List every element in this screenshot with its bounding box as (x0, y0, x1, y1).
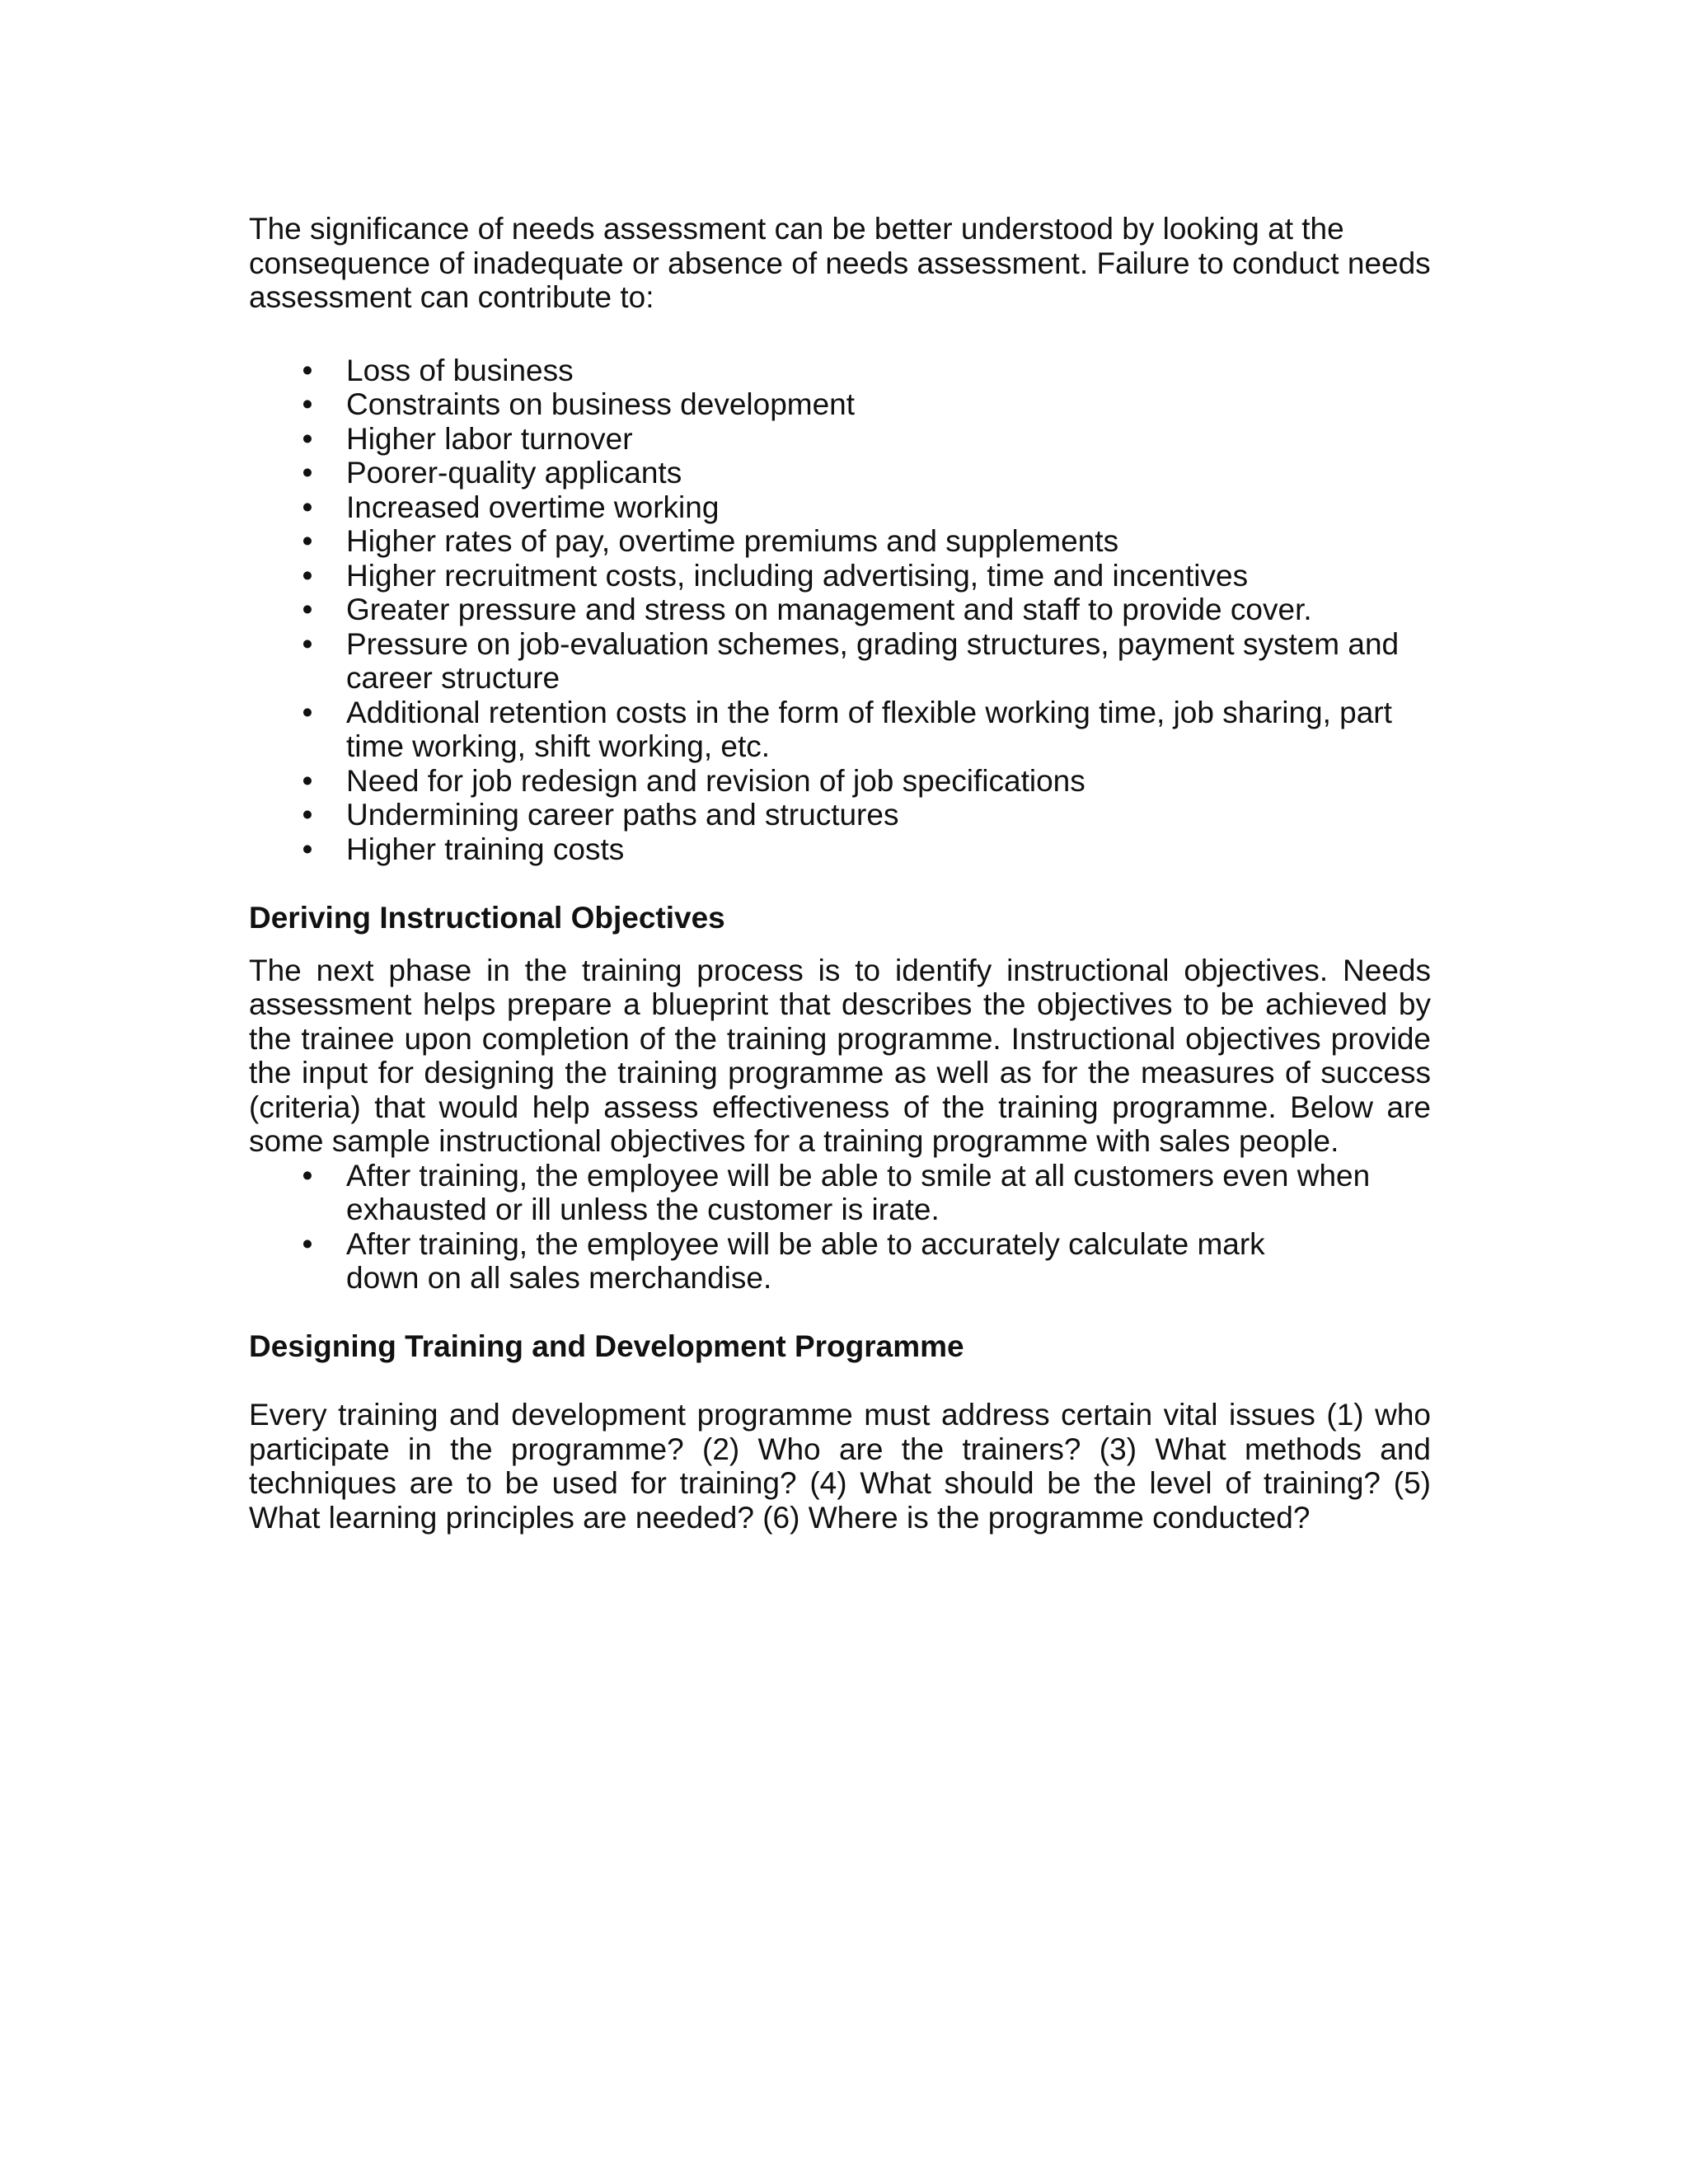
list-item-text: Higher training costs (346, 832, 625, 866)
list-item (249, 696, 1431, 764)
list-item-text: Pressure on job-evaluation schemes, grading structures, payment system and career structure (346, 626, 1400, 695)
list-item (249, 1159, 1431, 1227)
bullet-icon: • (302, 593, 313, 626)
list-item-text: Undermining career paths and structures (346, 798, 899, 832)
bullet-icon: • (302, 524, 313, 558)
bullet-icon: • (302, 353, 313, 387)
list-item (249, 524, 1431, 559)
bullet-icon: • (302, 626, 313, 661)
list-item (249, 627, 1431, 696)
section-heading-designing-programme: Designing Training and Development Programme (249, 1329, 964, 1363)
document-page (249, 212, 1431, 1535)
bullet-icon: • (302, 456, 313, 490)
list-item-text: Higher rates of pay, overtime premiums and supplements (346, 524, 1119, 558)
list-item (249, 387, 1431, 422)
instructional-objectives-paragraph: The next phase in the training process is to identify instructional objectives. Needs assessment helps prepare a blueprint that describes the objectives to be achieved by the trainee upon completion of the training programme. Instructional objectives provide the input for designing the training programme as well as for the measures of success (criteria) that would help assess effectiveness of the training programme. Below are some sample instructional objectives for a training programme with sales people. (249, 953, 1431, 1158)
list-item (249, 456, 1431, 490)
bullet-icon: • (302, 558, 313, 593)
list-item-text: After training, the employee will be able to accurately calculate mark down on all sales merchandise. (346, 1226, 1265, 1295)
bullet-icon: • (302, 832, 313, 866)
list-item-text: Greater pressure and stress on management and staff to provide cover. (346, 593, 1312, 626)
list-item (249, 1227, 1431, 1296)
list-item (249, 490, 1431, 525)
bullet-icon: • (302, 798, 313, 832)
bullet-icon: • (302, 1158, 313, 1193)
consequences-list (249, 354, 1431, 867)
list-item-text: Poorer-quality applicants (346, 456, 682, 490)
list-item (249, 832, 1431, 867)
bullet-icon: • (302, 695, 313, 729)
list-item-text: After training, the employee will be able to smile at all customers even when exhausted or ill unless the customer is irate. (346, 1158, 1371, 1226)
list-item-text: Loss of business (346, 353, 574, 387)
list-item-text: Increased overtime working (346, 490, 720, 524)
list-item (249, 593, 1431, 627)
bullet-icon: • (302, 490, 313, 524)
section-heading-instructional-objectives: Deriving Instructional Objectives (249, 901, 725, 935)
bullet-icon: • (302, 763, 313, 798)
list-item-text: Need for job redesign and revision of job specifications (346, 763, 1085, 798)
bullet-icon: • (302, 387, 313, 421)
list-item (249, 422, 1431, 457)
list-item-text: Higher labor turnover (346, 421, 633, 456)
list-item-text: Additional retention costs in the form of flexible working time, job sharing, part time working, shift working, etc. (346, 695, 1392, 763)
intro-paragraph: The significance of needs assessment can be better understood by looking at the consequence of inadequate or absence of needs assessment. Failure to conduct needs assessment can contribute to: (249, 212, 1431, 314)
list-item (249, 798, 1431, 832)
bullet-icon: • (302, 421, 313, 456)
list-item-text: Constraints on business development (346, 387, 856, 421)
list-item (249, 559, 1431, 593)
list-item (249, 764, 1431, 799)
list-item (249, 354, 1431, 388)
objectives-list (249, 1159, 1431, 1296)
bullet-icon: • (302, 1226, 313, 1261)
designing-programme-paragraph: Every training and development programme must address certain vital issues (1) who participate in the programme? (2) Who are the trainers? (3) What methods and techniques are to be used for training? (4) What should be the level of training? (5) What learning principles are needed? (6) Where is the programme conducted? (249, 1398, 1431, 1535)
list-item-text: Higher recruitment costs, including advertising, time and incentives (346, 558, 1249, 593)
